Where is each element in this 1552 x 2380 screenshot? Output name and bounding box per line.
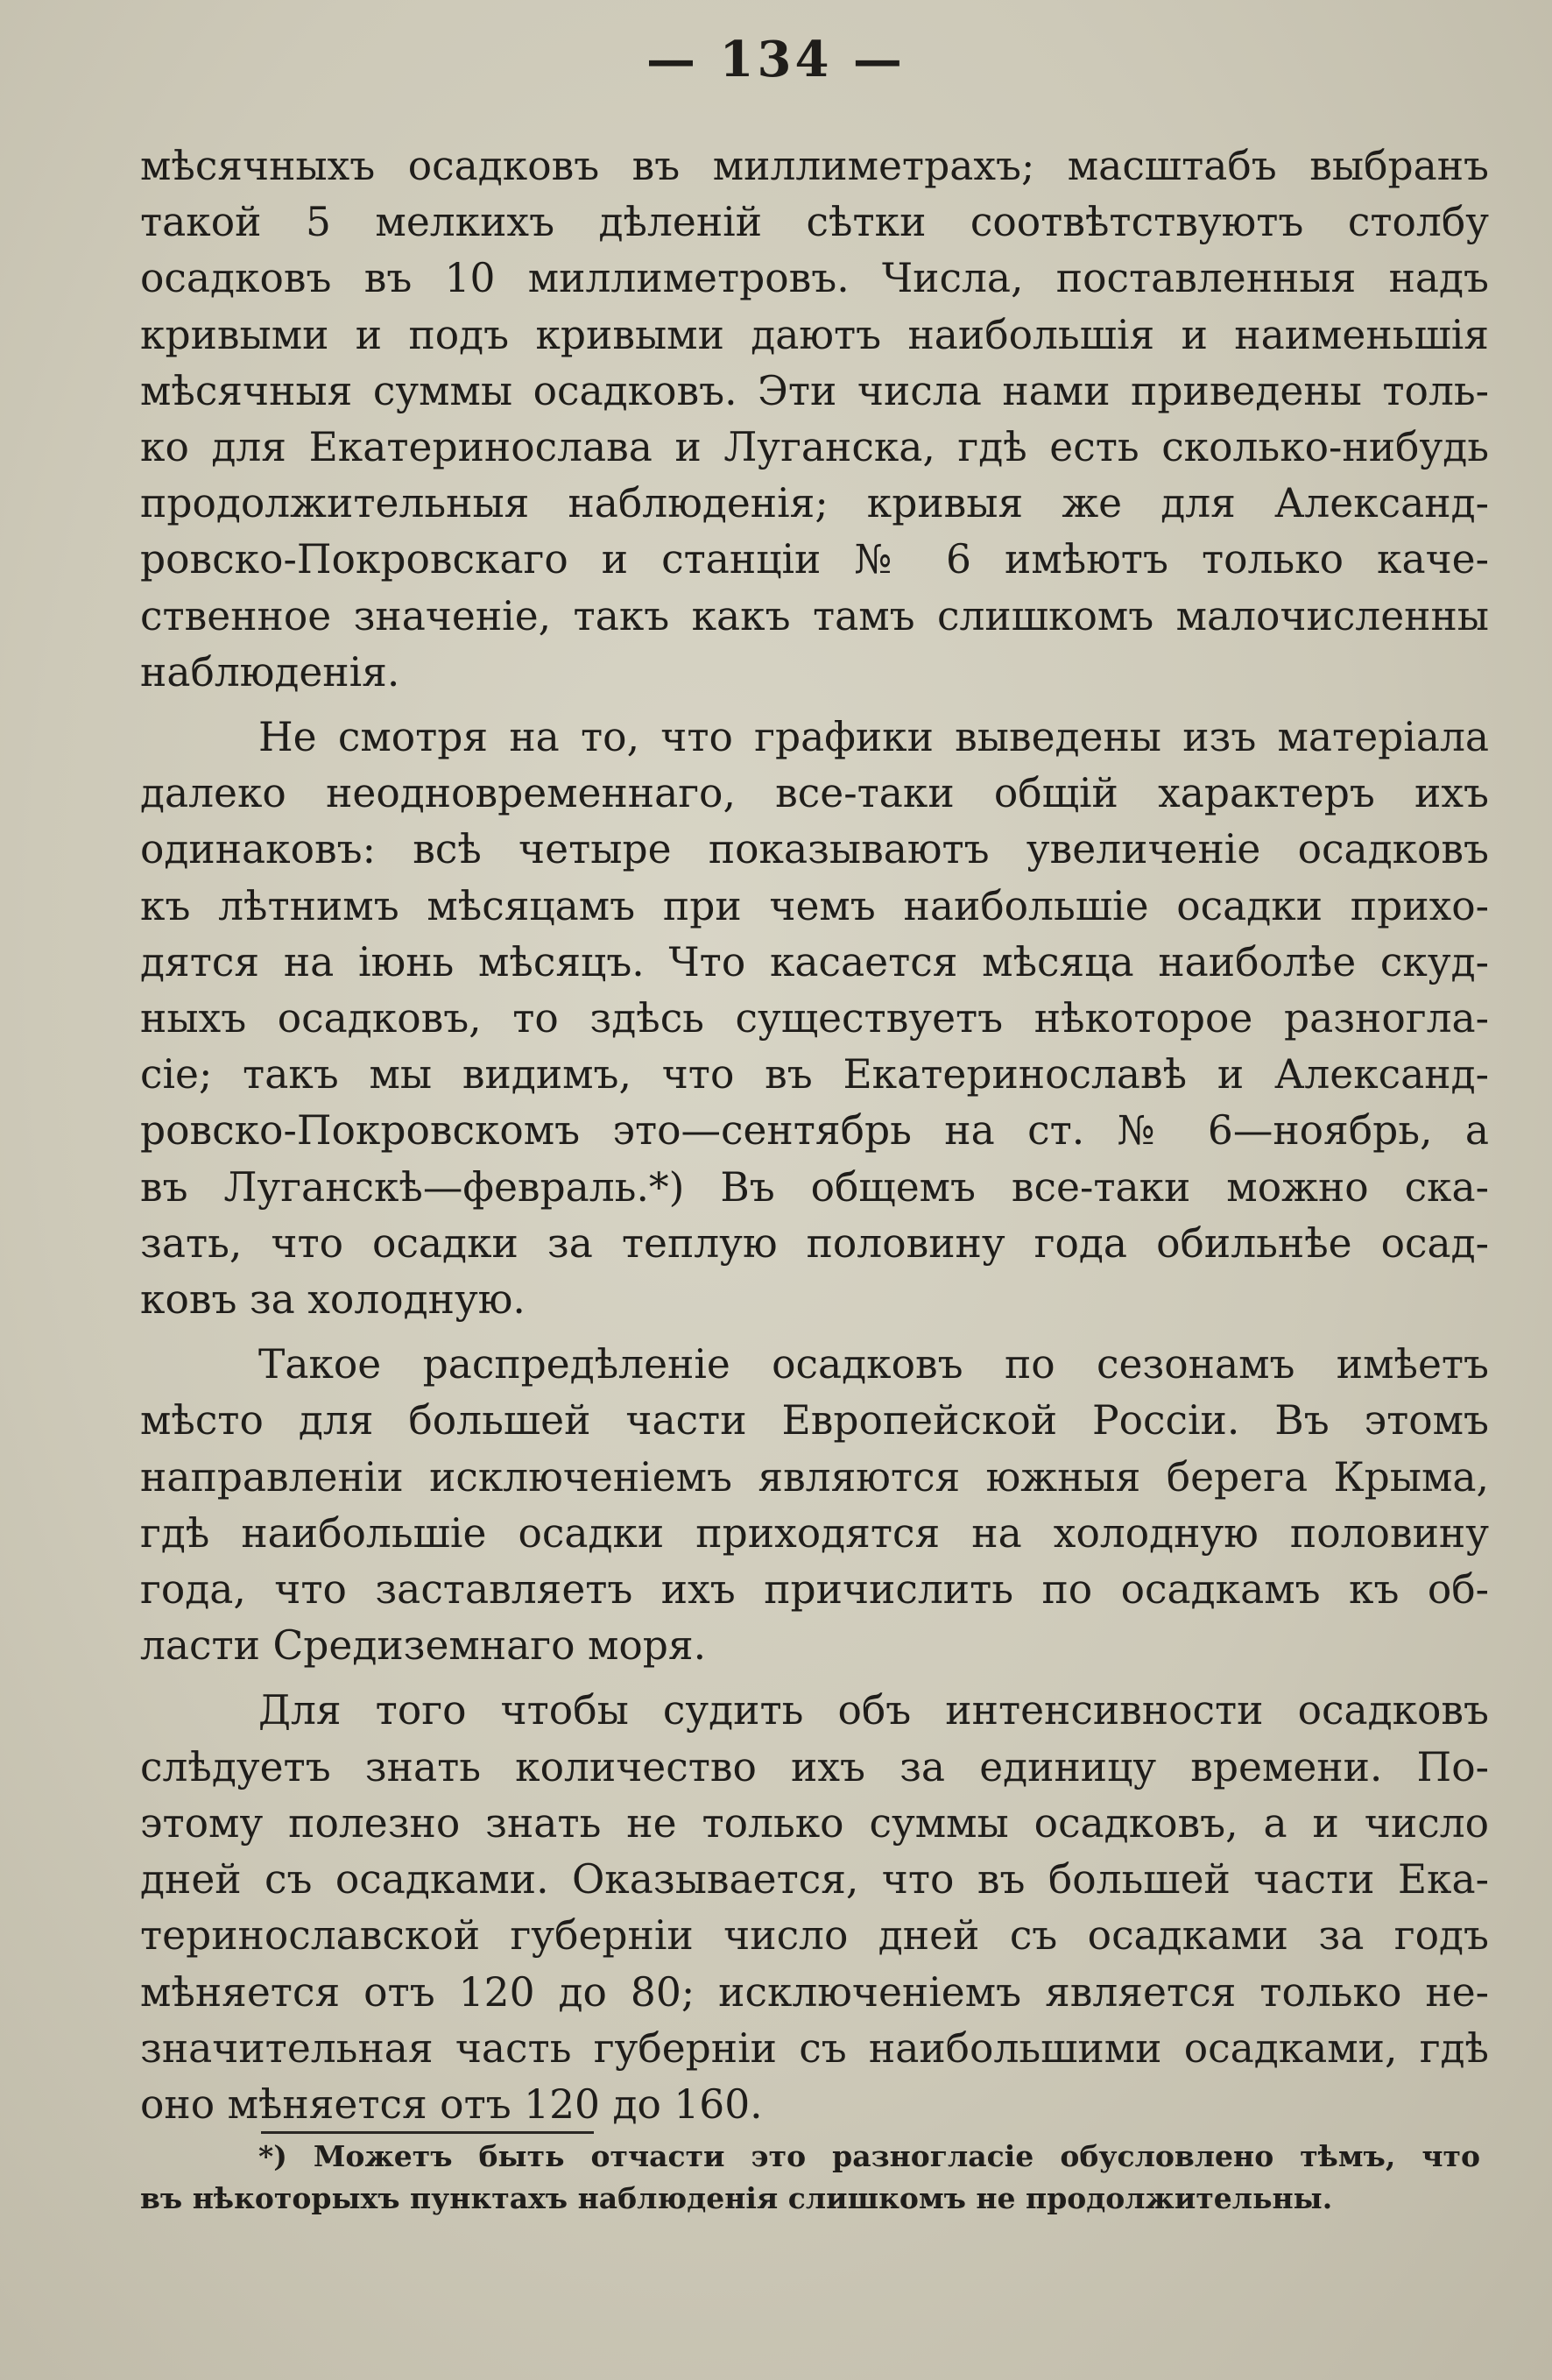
text-line: одинаковъ: всѣ четыре показываютъ увеличеніе осадковъ: [140, 826, 1489, 873]
text-line: ственное значеніе, такъ какъ тамъ слишкомъ малочисленны: [140, 592, 1489, 639]
footnote-line: въ нѣкоторыхъ пунктахъ наблюденія слишкомъ не продолжительны.: [140, 2181, 1333, 2215]
text-line: значительная часть губерніи съ наибольшими осадками, гдѣ: [140, 2024, 1489, 2072]
text-line: Для того чтобы судить объ интенсивности осадковъ: [258, 1687, 1489, 1734]
text-line: наблюденія.: [140, 648, 400, 696]
footnote-rule: [261, 2131, 594, 2134]
text-line: дятся на іюнь мѣсяцъ. Что касается мѣсяца наиболѣе скуд-: [140, 938, 1489, 985]
text-line: оно мѣняется отъ 120 до 160.: [140, 2080, 763, 2128]
text-line: мѣняется отъ 120 до 80; исключеніемъ является только не-: [140, 1968, 1489, 2016]
text-line: слѣдуетъ знать количество ихъ за единицу времени. По-: [140, 1743, 1489, 1790]
text-line: ласти Средиземнаго моря.: [140, 1622, 707, 1670]
paragraph: [140, 1683, 1489, 2133]
paragraph: [140, 710, 1489, 1328]
text-line: далеко неодновременнаго, все-таки общій характеръ ихъ: [140, 770, 1489, 817]
footnote: [140, 2136, 1480, 2220]
text-line: гдѣ наибольшіе осадки приходятся на холодную половину: [140, 1509, 1489, 1557]
text-line: продолжительныя наблюденія; кривыя же для Александ-: [140, 480, 1489, 527]
text-line: къ лѣтнимъ мѣсяцамъ при чемъ наибольшіе осадки прихо-: [140, 882, 1489, 929]
text-line: ныхъ осадковъ, то здѣсь существуетъ нѣкоторое разногла-: [140, 995, 1489, 1042]
text-line: мѣсто для большей части Европейской Россіи. Въ этомъ: [140, 1397, 1489, 1444]
text-line: ровско-Покровскомъ это—сентябрь на ст. № 6—ноябрь, а: [140, 1107, 1489, 1155]
text-line: Не смотря на то, что графики выведены изъ матеріала: [258, 714, 1489, 761]
text-line: ко для Екатеринослава и Луганска, гдѣ есть сколько-нибудь: [140, 424, 1489, 471]
text-line: ковъ за холодную.: [140, 1276, 526, 1324]
text-line: сіе; такъ мы видимъ, что въ Екатеринославѣ и Александ-: [140, 1051, 1489, 1098]
page-number: — 134 —: [646, 31, 906, 88]
text-line: года, что заставляетъ ихъ причислить по осадкамъ къ об-: [140, 1566, 1489, 1614]
text-line: ровско-Покровскаго и станціи № 6 имѣютъ только каче-: [140, 536, 1489, 583]
text-line: Такое распредѣленіе осадковъ по сезонамъ имѣетъ: [258, 1341, 1489, 1388]
text-line: въ Луганскѣ—февраль.*) Въ общемъ все-таки можно ска-: [140, 1163, 1489, 1211]
text-line: дней съ осадками. Оказывается, что въ большей части Ека-: [140, 1856, 1489, 1903]
body-text: [140, 138, 1489, 2142]
text-line: направленіи исключеніемъ являются южныя берега Крыма,: [140, 1453, 1489, 1501]
text-line: зать, что осадки за теплую половину года обильнѣе осад-: [140, 1219, 1489, 1267]
text-line: мѣсячныхъ осадковъ въ миллиметрахъ; масштабъ выбранъ: [140, 143, 1489, 189]
text-line: осадковъ въ 10 миллиметровъ. Числа, поставленныя надъ: [140, 255, 1489, 302]
text-line: кривыми и подъ кривыми даютъ наибольшія и наименьшія: [140, 311, 1489, 358]
paragraph: [140, 1337, 1489, 1674]
text-line: мѣсячныя суммы осадковъ. Эти числа нами приведены толь-: [140, 367, 1489, 414]
text-line: теринославской губерніи число дней съ осадками за годъ: [140, 1912, 1489, 1960]
footnote-line: *) Можетъ быть отчасти это разногласіе обусловлено тѣмъ, что: [258, 2139, 1480, 2173]
text-line: этому полезно знать не только суммы осадковъ, а и число: [140, 1799, 1489, 1847]
text-line: такой 5 мелкихъ дѣленій сѣтки соотвѣтствуютъ столбу: [140, 199, 1489, 246]
paragraph: [140, 138, 1489, 701]
